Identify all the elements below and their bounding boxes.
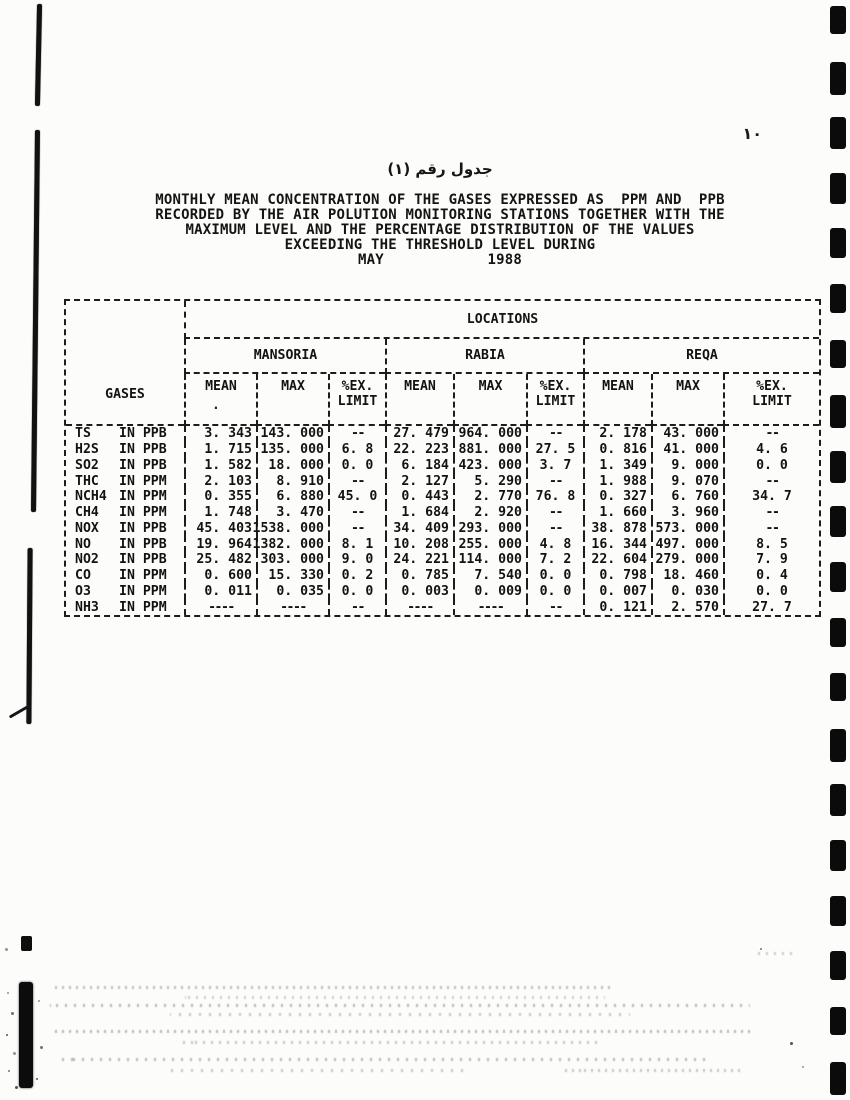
header-line: LIMIT: [535, 394, 576, 409]
binder-hole-mark: [830, 451, 846, 483]
binder-hole-mark: [830, 951, 846, 980]
gas-name: NH3: [75, 599, 99, 615]
exceed-limit-value: --: [723, 473, 819, 489]
max-value: 2. 570: [651, 599, 723, 615]
exceed-limit-value: 0. 0: [328, 584, 385, 600]
mean-value: 25. 482: [184, 552, 256, 568]
max-value: 0. 009: [453, 584, 526, 600]
scan-streak: [35, 4, 42, 106]
max-value: 881. 000: [453, 442, 526, 458]
scan-speck: [6, 1034, 8, 1036]
binder-hole-mark: [830, 173, 846, 204]
mean-value: 34. 409: [385, 521, 453, 537]
exceed-limit-value: 0. 0: [723, 584, 819, 600]
header-line: %EX.: [756, 379, 788, 394]
column-header-mean: [184, 374, 256, 426]
gas-unit: IN PPM: [119, 505, 167, 521]
gas-concentration-table: [64, 299, 821, 617]
gas-unit: IN PPM: [119, 599, 167, 615]
ink-blob: [19, 982, 33, 1088]
bleed-through-line: [755, 952, 795, 955]
header-line: %EX.: [539, 379, 572, 394]
exceed-limit-value: --: [526, 505, 583, 521]
max-value: 3. 470: [256, 505, 328, 521]
max-value: 0. 035: [256, 584, 328, 600]
exceed-limit-value: --: [526, 521, 583, 537]
max-value: ----: [256, 599, 328, 615]
exceed-limit-value: 6. 8: [328, 442, 385, 458]
max-value: 9. 000: [651, 458, 723, 474]
exceed-limit-value: 27. 7: [723, 599, 819, 615]
header-line: MAX: [478, 379, 503, 394]
column-header-ex: [723, 374, 819, 426]
title-line: MONTHLY MEAN CONCENTRATION OF THE GASES EXPRESSED AS PPM AND PPB: [155, 192, 725, 208]
table-header-locations: LOCATIONS: [184, 301, 819, 339]
gas-unit: IN PPB: [119, 442, 167, 458]
mean-value: 0. 443: [385, 489, 453, 505]
mean-value: 1. 715: [184, 442, 256, 458]
exceed-limit-value: 9. 0: [328, 552, 385, 568]
mean-value: 0. 121: [583, 599, 651, 615]
gas-label: [66, 521, 184, 537]
mean-value: 2. 127: [385, 473, 453, 489]
gas-unit: IN PPB: [119, 536, 167, 552]
header-line: LIMIT: [337, 394, 378, 409]
column-header-ex: [328, 374, 385, 426]
gas-unit: IN PPM: [119, 473, 167, 489]
column-header-max: [651, 374, 723, 426]
binder-hole-mark: [830, 1007, 846, 1035]
column-header-mean: [385, 374, 453, 426]
binder-hole-mark: [830, 840, 846, 871]
exceed-limit-value: 7. 9: [723, 552, 819, 568]
header-line: [416, 394, 424, 409]
exceed-limit-value: 0. 0: [723, 458, 819, 474]
max-value: 41. 000: [651, 442, 723, 458]
location-header-rabia: RABIA: [385, 339, 583, 374]
mean-value: 0. 327: [583, 489, 651, 505]
mean-value: 1. 748: [184, 505, 256, 521]
exceed-limit-value: 4. 8: [526, 536, 583, 552]
exceed-limit-value: 4. 6: [723, 442, 819, 458]
scan-speck: [790, 1042, 793, 1045]
header-line: MAX: [281, 379, 305, 394]
max-value: 18. 460: [651, 568, 723, 584]
scan-speck: [8, 1070, 10, 1072]
max-value: 43. 000: [651, 426, 723, 442]
mean-value: 0. 355: [184, 489, 256, 505]
header-line: [487, 394, 495, 409]
exceed-limit-value: 0. 2: [328, 568, 385, 584]
scan-speck: [15, 1086, 18, 1089]
gas-label: [66, 489, 184, 505]
binder-hole-mark: [830, 896, 846, 926]
bleed-through-line: [50, 1004, 750, 1007]
exceed-limit-value: 76. 8: [526, 489, 583, 505]
scan-speck: [802, 1066, 804, 1068]
title-line: RECORDED BY THE AIR POLUTION MONITORING STATIONS TOGETHER WITH THE: [155, 207, 725, 223]
header-line: [614, 394, 622, 409]
max-value: 6. 760: [651, 489, 723, 505]
table-caption-arabic: جدول رقم (١): [387, 160, 493, 178]
column-header-mean: [583, 374, 651, 426]
max-value: 18. 000: [256, 458, 328, 474]
max-value: 423. 000: [453, 458, 526, 474]
mean-value: 3. 343: [184, 426, 256, 442]
scan-speck: [11, 1012, 14, 1015]
gas-label: [66, 442, 184, 458]
binder-hole-mark: [830, 6, 846, 34]
gas-name: O3: [75, 583, 91, 599]
max-value: 2. 920: [453, 505, 526, 521]
column-header-max: [256, 374, 328, 426]
gas-name: TS: [75, 426, 91, 442]
mean-value: 6. 184: [385, 458, 453, 474]
max-value: 293. 000: [453, 521, 526, 537]
gas-name: H2S: [75, 442, 99, 458]
gas-name: NO2: [75, 552, 99, 568]
bleed-through-line: [185, 996, 605, 999]
scan-speck: [40, 1046, 43, 1049]
max-value: 143. 000: [256, 426, 328, 442]
mean-value: 2. 103: [184, 473, 256, 489]
binder-hole-mark: [830, 784, 846, 816]
scan-speck: [38, 1000, 40, 1002]
mean-value: 27. 479: [385, 426, 453, 442]
title-line: MAXIMUM LEVEL AND THE PERCENTAGE DISTRIBUTION OF THE VALUES: [185, 222, 695, 238]
max-value: 9. 070: [651, 473, 723, 489]
exceed-limit-value: --: [328, 521, 385, 537]
binder-hole-mark: [830, 395, 846, 428]
gas-label: [66, 426, 184, 442]
gas-label: [66, 552, 184, 568]
location-header-mansoria: MANSORIA: [184, 339, 385, 374]
exceed-limit-value: 0. 0: [526, 584, 583, 600]
binder-hole-mark: [830, 562, 846, 592]
gas-unit: IN PPB: [119, 457, 167, 473]
mean-value: 0. 007: [583, 584, 651, 600]
scan-speck: [760, 948, 762, 950]
max-value: 3. 960: [651, 505, 723, 521]
gas-unit: IN PPB: [119, 520, 167, 536]
max-value: 0. 030: [651, 584, 723, 600]
bleed-through-line: [55, 1058, 705, 1061]
gas-label: [66, 599, 184, 615]
mean-value: 22. 604: [583, 552, 651, 568]
max-value: 15. 330: [256, 568, 328, 584]
header-line: MAX: [676, 379, 700, 394]
gas-label: [66, 568, 184, 584]
bleed-through-line: [170, 1069, 470, 1072]
gas-name: CO: [75, 568, 91, 584]
mean-value: 24. 221: [385, 552, 453, 568]
header-line: MEAN: [602, 379, 634, 394]
location-header-reqa: REQA: [583, 339, 819, 374]
scan-speck: [7, 992, 9, 994]
exceed-limit-value: --: [723, 521, 819, 537]
gas-name: SO2: [75, 457, 99, 473]
exceed-limit-value: --: [723, 505, 819, 521]
binder-hole-mark: [830, 1062, 846, 1095]
mean-value: 19. 964: [184, 536, 256, 552]
gas-unit: IN PPM: [119, 568, 167, 584]
exceed-limit-value: 45. 0: [328, 489, 385, 505]
exceed-limit-value: --: [526, 426, 583, 442]
bleed-through-line: [50, 1030, 750, 1033]
mean-value: 0. 003: [385, 584, 453, 600]
mean-value: ----: [385, 599, 453, 615]
mean-value: 0. 011: [184, 584, 256, 600]
mean-value: 1. 988: [583, 473, 651, 489]
max-value: 135. 000: [256, 442, 328, 458]
max-value: 1538. 000: [256, 521, 328, 537]
document-title: [30, 193, 850, 268]
exceed-limit-value: 0. 0: [526, 568, 583, 584]
column-header-gases: GASES: [66, 301, 184, 426]
binder-hole-mark: [830, 117, 846, 149]
header-line: MEAN: [404, 379, 436, 394]
scan-speck: [5, 948, 8, 951]
max-value: ----: [453, 599, 526, 615]
mean-value: 1. 684: [385, 505, 453, 521]
scan-speck: [36, 1078, 38, 1080]
max-value: 1382. 000: [256, 536, 328, 552]
max-value: 964. 000: [453, 426, 526, 442]
exceed-limit-value: 8. 5: [723, 536, 819, 552]
exceed-limit-value: 27. 5: [526, 442, 583, 458]
mean-value: 45. 403: [184, 521, 256, 537]
max-value: 573. 000: [651, 521, 723, 537]
exceed-limit-value: 3. 7: [526, 458, 583, 474]
gas-label: [66, 584, 184, 600]
max-value: 6. 880: [256, 489, 328, 505]
exceed-limit-value: 0. 0: [328, 458, 385, 474]
max-value: 7. 540: [453, 568, 526, 584]
mean-value: 0. 600: [184, 568, 256, 584]
binder-hole-mark: [830, 228, 846, 258]
header-line: [289, 394, 297, 409]
gas-label: [66, 505, 184, 521]
exceed-limit-value: --: [328, 505, 385, 521]
exceed-limit-value: --: [526, 473, 583, 489]
bleed-through-line: [180, 1041, 600, 1044]
max-value: 279. 000: [651, 552, 723, 568]
binder-hole-mark: [830, 62, 846, 95]
exceed-limit-value: --: [328, 599, 385, 615]
exceed-limit-value: 7. 2: [526, 552, 583, 568]
scan-speck: [13, 1052, 16, 1055]
gas-name: CH4: [75, 505, 99, 521]
max-value: 8. 910: [256, 473, 328, 489]
max-value: 2. 770: [453, 489, 526, 505]
max-value: 303. 000: [256, 552, 328, 568]
bleed-through-line: [55, 986, 615, 989]
binder-hole-mark: [830, 284, 846, 313]
mean-value: 16. 344: [583, 536, 651, 552]
exceed-limit-value: --: [328, 426, 385, 442]
title-line: EXCEEDING THE THRESHOLD LEVEL DURING: [284, 237, 596, 253]
header-line: LIMIT: [752, 394, 792, 409]
gas-unit: IN PPM: [119, 583, 167, 599]
header-line: %EX.: [341, 379, 374, 394]
bleed-through-line: [560, 1069, 740, 1072]
exceed-limit-value: --: [328, 473, 385, 489]
gas-unit: IN PPB: [119, 552, 167, 568]
max-value: 5. 290: [453, 473, 526, 489]
max-value: 255. 000: [453, 536, 526, 552]
gas-name: NOX: [75, 520, 99, 536]
mean-value: ----: [184, 599, 256, 615]
max-value: 497. 000: [651, 536, 723, 552]
gas-label: [66, 536, 184, 552]
scan-streak: [31, 130, 40, 512]
scan-streak: [26, 548, 32, 724]
bleed-through-line: [170, 1013, 630, 1016]
gas-unit: IN PPB: [119, 426, 167, 442]
mean-value: 1. 660: [583, 505, 651, 521]
ink-speck: .: [212, 398, 220, 413]
gas-label: [66, 473, 184, 489]
exceed-limit-value: 0. 4: [723, 568, 819, 584]
mean-value: 2. 178: [583, 426, 651, 442]
gas-unit: IN PPM: [119, 489, 167, 505]
gas-name: NCH4: [75, 489, 107, 505]
mean-value: 0. 785: [385, 568, 453, 584]
gas-label: [66, 458, 184, 474]
page-number: ١٠: [742, 124, 762, 143]
ink-blob: [21, 936, 32, 951]
title-line: MAY 1988: [358, 252, 522, 268]
mean-value: 38. 878: [583, 521, 651, 537]
gas-name: NO: [75, 536, 91, 552]
exceed-limit-value: 8. 1: [328, 536, 385, 552]
mean-value: 1. 582: [184, 458, 256, 474]
exceed-limit-value: --: [526, 599, 583, 615]
max-value: 114. 000: [453, 552, 526, 568]
column-header-ex: [526, 374, 583, 426]
exceed-limit-value: --: [723, 426, 819, 442]
mean-value: 0. 798: [583, 568, 651, 584]
mean-value: 1. 349: [583, 458, 651, 474]
mean-value: 22. 223: [385, 442, 453, 458]
header-line: [684, 394, 692, 409]
header-line: MEAN: [205, 379, 237, 394]
binder-hole-mark: [830, 340, 846, 368]
binder-hole-mark: [830, 618, 846, 647]
exceed-limit-value: 34. 7: [723, 489, 819, 505]
binder-hole-mark: [830, 729, 846, 762]
column-header-max: [453, 374, 526, 426]
mean-value: 0. 816: [583, 442, 651, 458]
binder-hole-mark: [830, 673, 846, 701]
mean-value: 10. 208: [385, 536, 453, 552]
gas-name: THC: [75, 473, 99, 489]
binder-hole-mark: [830, 506, 846, 537]
